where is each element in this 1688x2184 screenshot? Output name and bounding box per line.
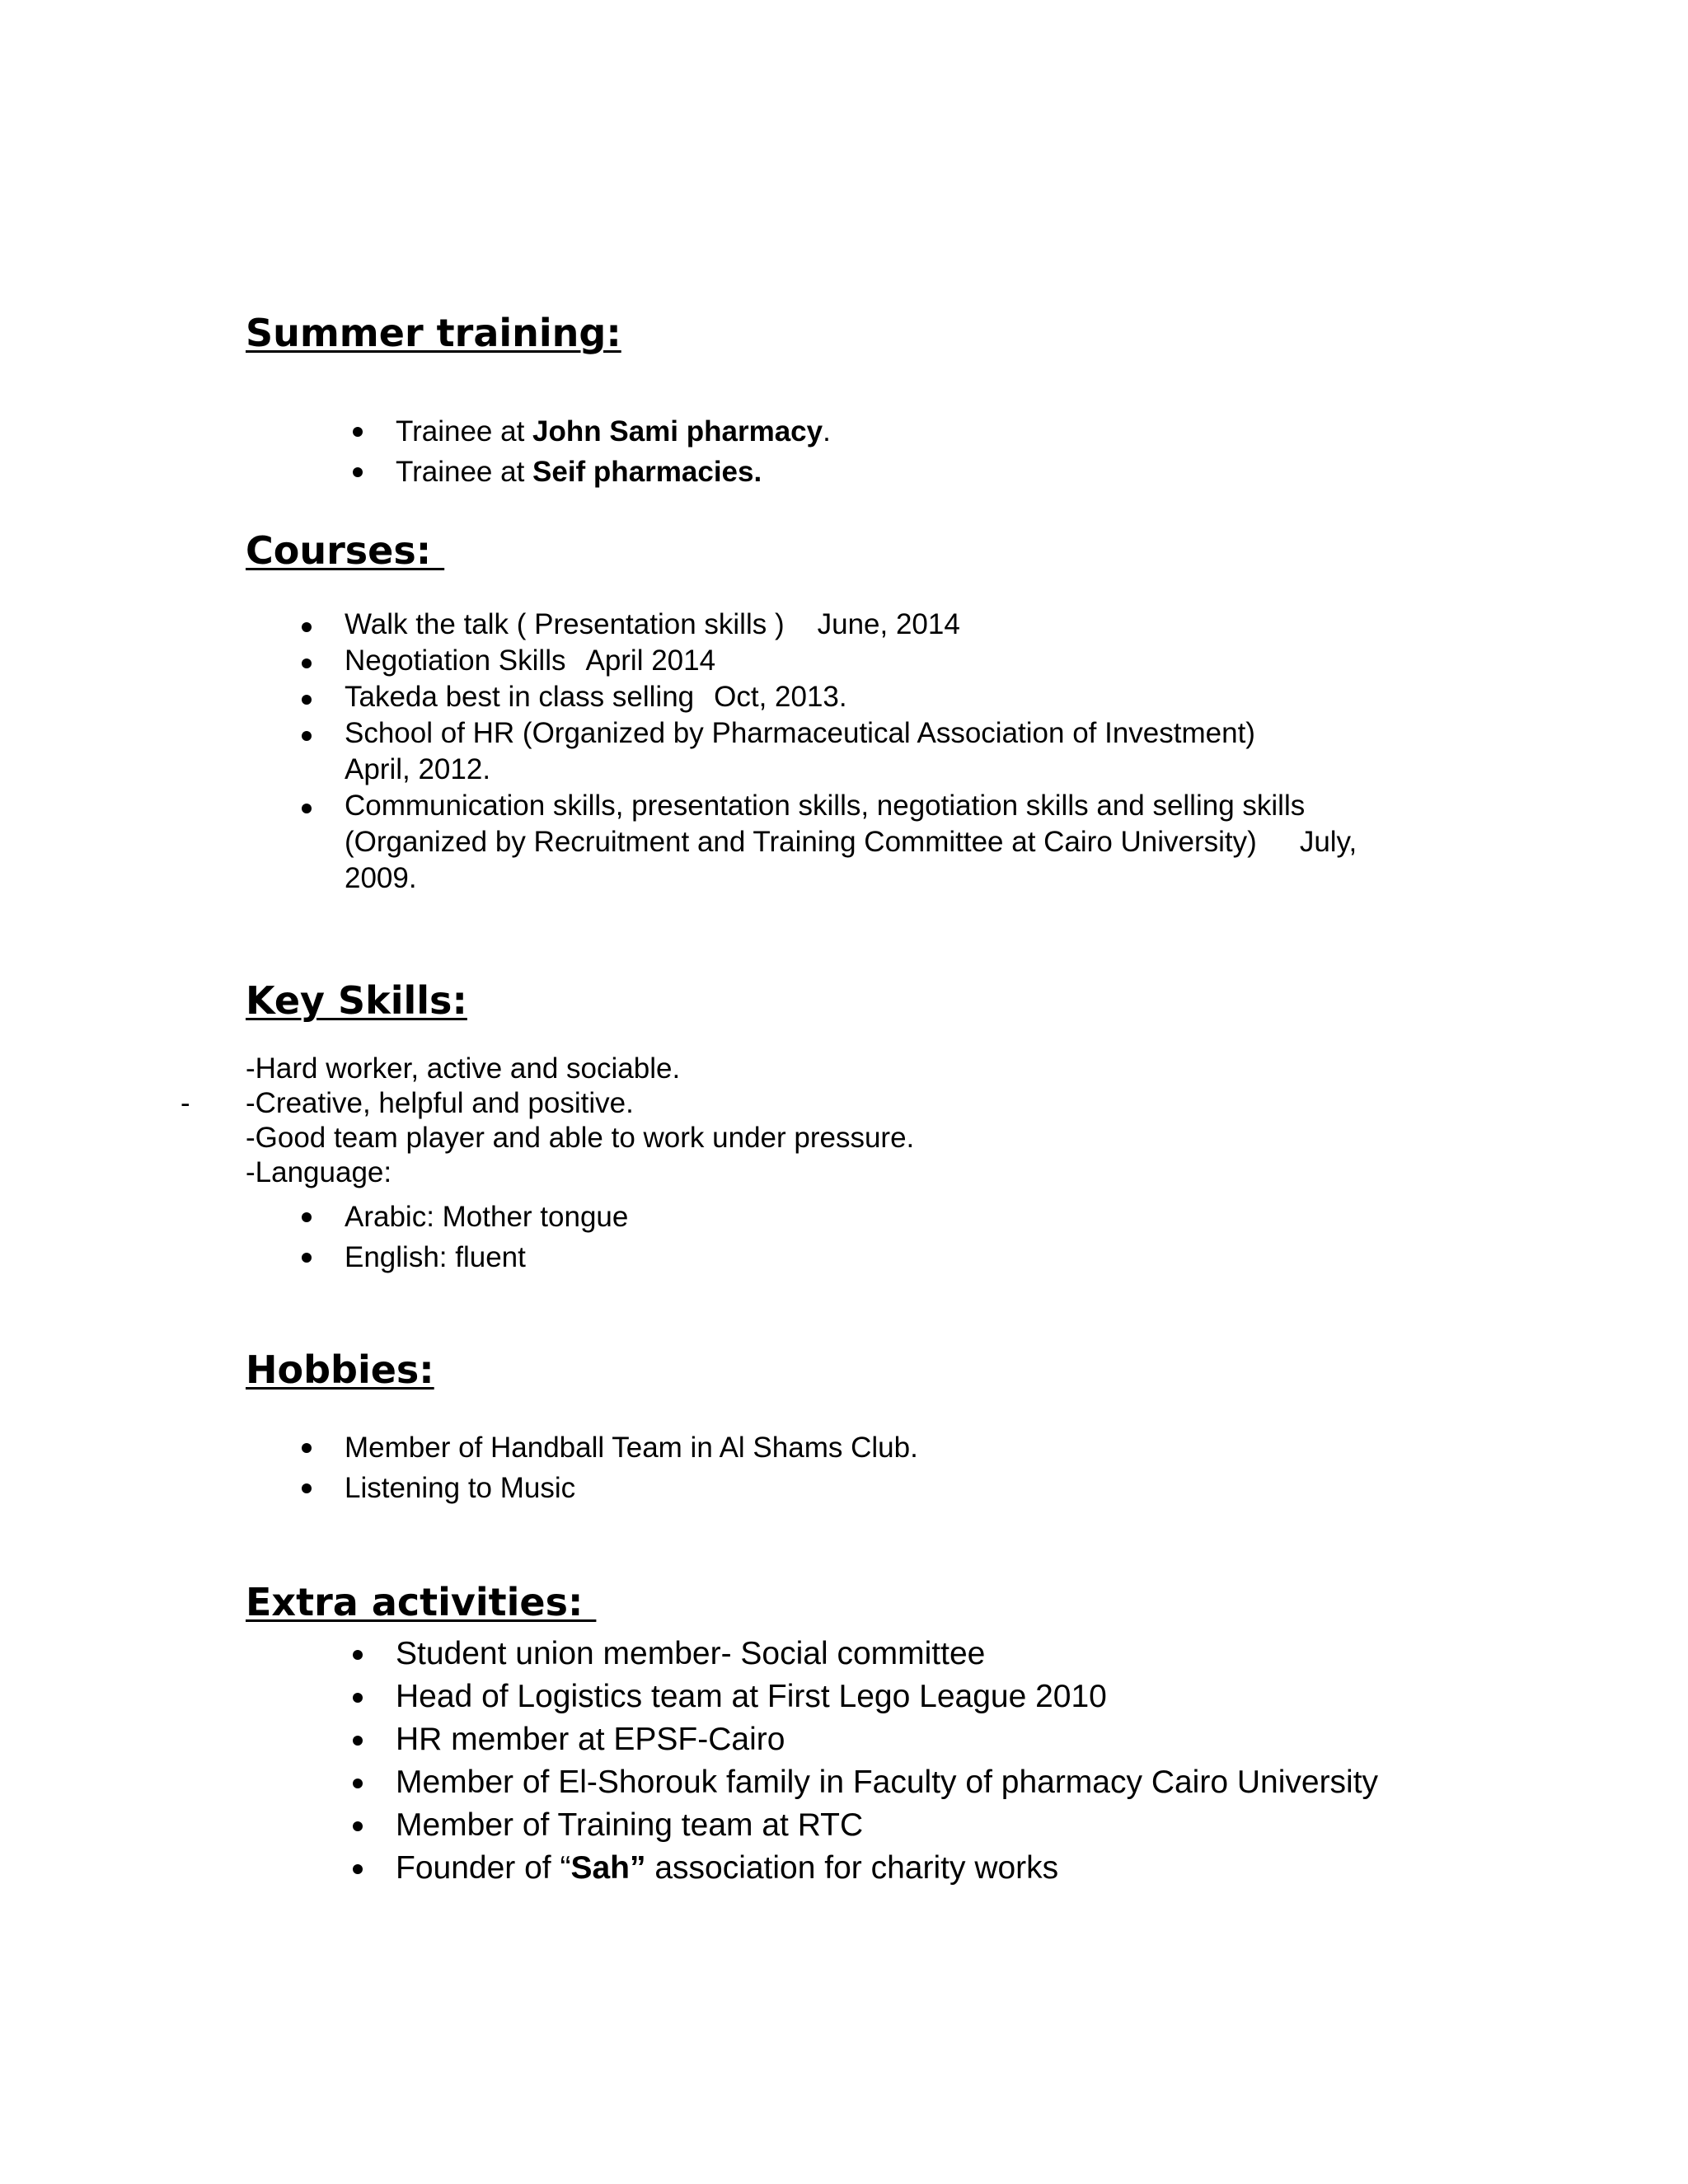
list-item: Listening to Music xyxy=(345,1468,918,1508)
list-item: Walk the talk ( Presentation skills ) June, 2014 xyxy=(345,607,1357,643)
list-item: Head of Logistics team at First Lego League 2010 xyxy=(396,1675,1378,1718)
hobbies-heading: Hobbies: xyxy=(246,1347,434,1392)
extra-activities-heading: Extra activities: xyxy=(246,1580,597,1624)
courses-list xyxy=(345,607,1357,897)
skill-line: -Good team player and able to work under pressure. xyxy=(246,1122,915,1154)
skill-line: -Creative, helpful and positive. xyxy=(246,1087,634,1119)
list-item: Member of Handball Team in Al Shams Club. xyxy=(345,1427,918,1468)
list-item: Founder of “Sah” association for charity works xyxy=(396,1847,1378,1890)
list-item: Communication skills, presentation skills, negotiation skills and selling skills (Organized by Recruitment and Training Committee at Cairo University) July, 2009. xyxy=(345,788,1357,897)
courses-heading: Courses: xyxy=(246,528,445,573)
list-item: Trainee at Seif pharmacies. xyxy=(396,452,831,492)
list-item: English: fluent xyxy=(345,1237,628,1277)
skill-line: -Hard worker, active and sociable. xyxy=(246,1052,681,1085)
list-item: HR member at EPSF-Cairo xyxy=(396,1718,1378,1761)
list-item: Arabic: Mother tongue xyxy=(345,1197,628,1237)
skill-line: -Language: xyxy=(246,1156,392,1188)
list-item: Member of Training team at RTC xyxy=(396,1804,1378,1847)
list-item: Takeda best in class selling Oct, 2013. xyxy=(345,679,1357,715)
list-item: Trainee at John Sami pharmacy. xyxy=(396,411,831,452)
key-skills-heading: Key Skills: xyxy=(246,978,467,1023)
summer-training-list xyxy=(396,411,831,492)
summer-training-heading: Summer training: xyxy=(246,311,621,355)
list-item: Negotiation Skills April 2014 xyxy=(345,643,1357,679)
list-item: Student union member- Social committee xyxy=(396,1633,1378,1675)
hobbies-list xyxy=(345,1427,918,1508)
languages-list xyxy=(345,1197,628,1277)
stray-dash: - xyxy=(181,1087,190,1119)
list-item: Member of El-Shorouk family in Faculty of pharmacy Cairo University xyxy=(396,1761,1378,1804)
key-skills-lines xyxy=(246,1052,914,1190)
extra-activities-list xyxy=(396,1633,1378,1890)
list-item: School of HR (Organized by Pharmaceutical Association of Investment) April, 2012. xyxy=(345,715,1357,788)
